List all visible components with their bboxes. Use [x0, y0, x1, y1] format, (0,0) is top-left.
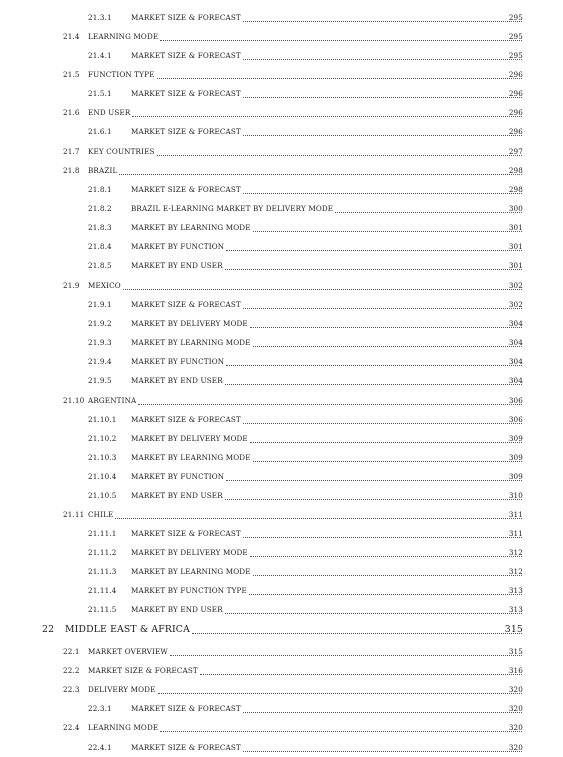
- toc-entry[interactable]: [0, 11, 563, 25]
- toc-entry-title: END USER: [88, 108, 131, 117]
- dot-leader: [119, 173, 522, 175]
- toc-entry-title-wrap: [131, 432, 523, 446]
- toc-entry-page-number: 300: [508, 204, 523, 213]
- dot-leader: [123, 288, 522, 290]
- dot-leader: [225, 383, 522, 385]
- toc-entry-title: MARKET SIZE & FORECAST: [131, 89, 241, 98]
- toc-entry-title-wrap: [88, 279, 523, 293]
- toc-entry-title-wrap: [88, 721, 523, 735]
- toc-entry-page-number: 301: [508, 242, 523, 251]
- toc-entry-title-wrap: [88, 106, 523, 120]
- toc-entry-number: 21.5.1: [88, 89, 112, 98]
- toc-entry-page-number: 316: [508, 666, 523, 675]
- toc-entry-title: MARKET BY DELIVERY MODE: [131, 434, 248, 443]
- toc-entry-number: 21.8.2: [88, 204, 112, 213]
- toc-entry-page-number: 313: [508, 586, 523, 595]
- toc-entry-page-number: 320: [508, 743, 523, 752]
- dot-leader: [192, 632, 522, 634]
- toc-entry-page-number: 312: [508, 567, 523, 576]
- toc-entry-number: 21.10.3: [88, 453, 117, 462]
- toc-entry-page-number: 295: [508, 51, 523, 60]
- toc-entry[interactable]: [0, 432, 563, 446]
- toc-entry-title: MARKET BY END USER: [131, 491, 223, 500]
- toc-entry-title-wrap: [88, 164, 523, 178]
- dot-leader: [243, 307, 522, 309]
- dot-leader: [115, 517, 522, 519]
- toc-entry-title-wrap: [131, 413, 523, 427]
- toc-entry-title: MARKET BY END USER: [131, 605, 223, 614]
- toc-entry-title-wrap: [131, 125, 523, 139]
- dot-leader: [243, 58, 522, 60]
- dot-leader: [253, 460, 522, 462]
- dot-leader: [170, 654, 522, 656]
- toc-entry[interactable]: [0, 164, 563, 178]
- dot-leader: [243, 422, 522, 424]
- toc-entry-page-number: 296: [508, 89, 523, 98]
- toc-entry-number: 21.8: [63, 166, 80, 175]
- dot-leader: [243, 536, 522, 538]
- toc-entry-number: 21.11.2: [88, 548, 117, 557]
- toc-entry-number: 21.5: [63, 70, 80, 79]
- toc-entry-title: LEARNING MODE: [88, 32, 159, 41]
- toc-entry-page-number: 315: [508, 647, 523, 656]
- toc-entry-title: KEY COUNTRIES: [88, 147, 155, 156]
- dot-leader: [160, 39, 522, 41]
- toc-entry-title-wrap: [131, 87, 523, 101]
- toc-entry-number: 22.1: [63, 647, 80, 656]
- toc-entry-title: MIDDLE EAST & AFRICA: [65, 624, 190, 635]
- toc-entry-page-number: 297: [508, 147, 523, 156]
- toc-entry[interactable]: [0, 336, 563, 350]
- toc-entry[interactable]: [0, 125, 563, 139]
- toc-entry-number: 21.11.5: [88, 605, 117, 614]
- toc-entry[interactable]: [0, 508, 563, 522]
- toc-entry[interactable]: [0, 355, 563, 369]
- toc-entry-title-wrap: [88, 394, 523, 408]
- toc-entry-title-wrap: [131, 355, 523, 369]
- toc-entry-title: MARKET SIZE & FORECAST: [131, 529, 241, 538]
- toc-entry-page-number: 311: [508, 529, 523, 538]
- toc-entry-number: 22.2: [63, 666, 80, 675]
- toc-entry[interactable]: [0, 451, 563, 465]
- toc-entry-page-number: 320: [508, 723, 523, 732]
- toc-entry-title: MARKET OVERVIEW: [88, 647, 168, 656]
- toc-entry-title-wrap: [131, 584, 523, 598]
- toc-entry[interactable]: [0, 622, 563, 638]
- toc-entry-number: 21.8.4: [88, 242, 112, 251]
- toc-entry-page-number: 309: [508, 453, 523, 462]
- toc-entry-page-number: 312: [508, 548, 523, 557]
- toc-entry[interactable]: [0, 87, 563, 101]
- toc-entry-number: 21.11.1: [88, 529, 117, 538]
- dot-leader: [250, 441, 522, 443]
- toc-entry-number: 21.6.1: [88, 127, 112, 136]
- toc-entry-title: MARKET BY FUNCTION: [131, 472, 225, 481]
- toc-entry-title-wrap: [88, 664, 523, 678]
- toc-entry-title: MARKET SIZE & FORECAST: [131, 127, 241, 136]
- toc-entry-title-wrap: [131, 202, 523, 216]
- toc-entry[interactable]: [0, 374, 563, 388]
- toc-entry[interactable]: [0, 106, 563, 120]
- toc-entry-title-wrap: [88, 30, 523, 44]
- toc-entry[interactable]: [0, 240, 563, 254]
- toc-entry-title-wrap: [131, 11, 523, 25]
- dot-leader: [226, 479, 522, 481]
- toc-entry-title: MARKET BY FUNCTION: [131, 357, 225, 366]
- toc-entry-title: MARKET BY END USER: [131, 261, 223, 270]
- toc-entry-title: MARKET BY LEARNING MODE: [131, 223, 251, 232]
- toc-entry[interactable]: [0, 68, 563, 82]
- dot-leader: [157, 154, 522, 156]
- toc-entry-number: 21.10.4: [88, 472, 117, 481]
- toc-entry-title: MARKET BY DELIVERY MODE: [131, 319, 248, 328]
- toc-entry-number: 21.4: [63, 32, 80, 41]
- toc-entry-number: 21.9.2: [88, 319, 112, 328]
- toc-entry[interactable]: [0, 30, 563, 44]
- toc-entry-page-number: 301: [508, 261, 523, 270]
- dot-leader: [225, 268, 522, 270]
- toc-entry-title: MARKET SIZE & FORECAST: [131, 415, 241, 424]
- dot-leader: [138, 403, 522, 405]
- toc-entry-title: CHILE: [88, 510, 114, 519]
- dot-leader: [157, 77, 522, 79]
- toc-entry-title: MARKET SIZE & FORECAST: [131, 51, 241, 60]
- toc-entry-page-number: 304: [508, 338, 523, 347]
- toc-entry-number: 22: [42, 624, 55, 635]
- toc-entry-title: MARKET BY LEARNING MODE: [131, 567, 251, 576]
- toc-entry-number: 21.8.3: [88, 223, 112, 232]
- toc-entry-title-wrap: [131, 489, 523, 503]
- toc-entry-number: 21.10: [63, 396, 85, 405]
- toc-entry-page-number: 311: [508, 510, 523, 519]
- toc-entry[interactable]: [0, 527, 563, 541]
- toc-entry[interactable]: [0, 202, 563, 216]
- toc-entry-page-number: 301: [508, 223, 523, 232]
- dot-leader: [226, 249, 522, 251]
- toc-entry-number: 21.8.5: [88, 261, 112, 270]
- toc-entry-number: 21.9.1: [88, 300, 112, 309]
- toc-entry-title-wrap: [131, 49, 523, 63]
- toc-entry-title: MARKET BY LEARNING MODE: [131, 338, 251, 347]
- toc-entry-title-wrap: [131, 374, 523, 388]
- toc-entry-number: 21.11.3: [88, 567, 117, 576]
- dot-leader: [200, 673, 522, 675]
- toc-entry[interactable]: [0, 645, 563, 659]
- toc-entry[interactable]: [0, 221, 563, 235]
- toc-entry-page-number: 295: [508, 13, 523, 22]
- toc-entry-number: 21.9.5: [88, 376, 112, 385]
- toc-entry[interactable]: [0, 546, 563, 560]
- toc-entry-page-number: 304: [508, 319, 523, 328]
- toc-entry[interactable]: [0, 49, 563, 63]
- toc-entry-title: BRAZIL E-LEARNING MARKET BY DELIVERY MODE: [131, 204, 334, 213]
- toc-entry-title-wrap: [131, 317, 523, 331]
- toc-entry-number: 21.9.4: [88, 357, 112, 366]
- toc-entry-title: MARKET BY LEARNING MODE: [131, 453, 251, 462]
- toc-entry-page-number: 306: [508, 415, 523, 424]
- toc-entry-page-number: 296: [508, 127, 523, 136]
- toc-entry-title-wrap: [131, 741, 523, 755]
- toc-entry-page-number: 296: [508, 108, 523, 117]
- toc-entry-number: 21.10.1: [88, 415, 117, 424]
- toc-entry[interactable]: [0, 584, 563, 598]
- toc-entry-title: MARKET SIZE & FORECAST: [131, 185, 241, 194]
- toc-entry-number: 22.4: [63, 723, 80, 732]
- toc-entry-page-number: 320: [508, 704, 523, 713]
- toc-entry-page-number: 315: [504, 624, 523, 635]
- toc-entry-page-number: 320: [508, 685, 523, 694]
- toc-entry-title-wrap: [88, 508, 523, 522]
- toc-entry[interactable]: [0, 489, 563, 503]
- toc-entry-page-number: 304: [508, 357, 523, 366]
- toc-entry-number: 21.10.5: [88, 491, 117, 500]
- toc-entry-number: 22.3.1: [88, 704, 112, 713]
- toc-entry-title: ARGENTINA: [88, 396, 137, 405]
- toc-entry-title-wrap: [131, 470, 523, 484]
- toc-entry-title-wrap: [131, 603, 523, 617]
- toc-entry-title: MEXICO: [88, 281, 121, 290]
- toc-entry-number: 21.9.3: [88, 338, 112, 347]
- toc-entry-title-wrap: [131, 451, 523, 465]
- dot-leader: [243, 750, 522, 752]
- toc-entry[interactable]: [0, 664, 563, 678]
- toc-entry-title: MARKET SIZE & FORECAST: [131, 300, 241, 309]
- toc-entry-title-wrap: [131, 546, 523, 560]
- dot-leader: [225, 498, 522, 500]
- toc-entry-page-number: 313: [508, 605, 523, 614]
- toc-entry-title: BRAZIL: [88, 166, 118, 175]
- toc-entry-page-number: 309: [508, 434, 523, 443]
- toc-entry-page-number: 309: [508, 472, 523, 481]
- toc-entry-title: LEARNING MODE: [88, 723, 159, 732]
- toc-entry-title-wrap: [131, 336, 523, 350]
- toc-entry[interactable]: [0, 259, 563, 273]
- dot-leader: [243, 20, 522, 22]
- toc-entry-title-wrap: [88, 683, 523, 697]
- toc-entry-title: MARKET BY FUNCTION TYPE: [131, 586, 247, 595]
- dot-leader: [243, 134, 522, 136]
- toc-entry[interactable]: [0, 279, 563, 293]
- dot-leader: [226, 364, 522, 366]
- toc-entry[interactable]: [0, 721, 563, 735]
- toc-entry-number: 21.7: [63, 147, 80, 156]
- toc-entry-page-number: 302: [508, 300, 523, 309]
- toc-entry-number: 22.4.1: [88, 743, 112, 752]
- toc-entry-number: 21.9: [63, 281, 80, 290]
- dot-leader: [243, 192, 522, 194]
- toc-entry[interactable]: [0, 683, 563, 697]
- dot-leader: [243, 96, 522, 98]
- toc-entry-page-number: 298: [508, 185, 523, 194]
- toc-entry[interactable]: [0, 565, 563, 579]
- toc-entry-number: 21.11.4: [88, 586, 117, 595]
- toc-entry-title-wrap: [131, 221, 523, 235]
- dot-leader: [249, 593, 522, 595]
- dot-leader: [253, 574, 522, 576]
- dot-leader: [132, 115, 522, 117]
- toc-entry-page-number: 296: [508, 70, 523, 79]
- dot-leader: [335, 211, 522, 213]
- toc-entry-title-wrap: [131, 183, 523, 197]
- toc-entry-title: FUNCTION TYPE: [88, 70, 155, 79]
- dot-leader: [250, 555, 522, 557]
- toc-entry-title-wrap: [131, 527, 523, 541]
- toc-entry[interactable]: [0, 702, 563, 716]
- dot-leader: [225, 612, 522, 614]
- toc-entry-title: MARKET SIZE & FORECAST: [131, 13, 241, 22]
- toc-entry-title-wrap: [131, 565, 523, 579]
- toc-entry[interactable]: [0, 317, 563, 331]
- toc-entry-title: MARKET BY DELIVERY MODE: [131, 548, 248, 557]
- toc-entry-title: MARKET BY FUNCTION: [131, 242, 225, 251]
- toc-entry-page-number: 306: [508, 396, 523, 405]
- toc-entry-number: 21.10.2: [88, 434, 117, 443]
- toc-entry-number: 22.3: [63, 685, 80, 694]
- dot-leader: [253, 345, 522, 347]
- toc-entry-title: MARKET SIZE & FORECAST: [131, 704, 241, 713]
- toc-entry-page-number: 298: [508, 166, 523, 175]
- dot-leader: [160, 730, 522, 732]
- toc-entry-number: 21.11: [63, 510, 85, 519]
- toc-entry-number: 21.4.1: [88, 51, 112, 60]
- toc-entry[interactable]: [0, 183, 563, 197]
- toc-entry[interactable]: [0, 298, 563, 312]
- toc-entry-title-wrap: [131, 702, 523, 716]
- toc-entry-number: 21.6: [63, 108, 80, 117]
- toc-entry-title-wrap: [131, 240, 523, 254]
- dot-leader: [243, 711, 522, 713]
- toc-entry-title: MARKET SIZE & FORECAST: [88, 666, 198, 675]
- toc-entry[interactable]: [0, 413, 563, 427]
- toc-entry-title: DELIVERY MODE: [88, 685, 156, 694]
- dot-leader: [253, 230, 522, 232]
- toc-entry-page-number: 295: [508, 32, 523, 41]
- toc-entry-title: MARKET BY END USER: [131, 376, 223, 385]
- dot-leader: [250, 326, 522, 328]
- toc-entry-title-wrap: [65, 622, 523, 638]
- toc-entry-title-wrap: [88, 145, 523, 159]
- toc-entry-title: MARKET SIZE & FORECAST: [131, 743, 241, 752]
- toc-entry-title-wrap: [88, 645, 523, 659]
- toc-entry[interactable]: [0, 470, 563, 484]
- toc-entry-page-number: 304: [508, 376, 523, 385]
- toc-entry-page-number: 302: [508, 281, 523, 290]
- toc-entry[interactable]: [0, 603, 563, 617]
- toc-entry-number: 21.3.1: [88, 13, 112, 22]
- toc-entry[interactable]: [0, 741, 563, 755]
- toc-entry-title-wrap: [131, 298, 523, 312]
- toc-entry[interactable]: [0, 145, 563, 159]
- toc-entry-title-wrap: [131, 259, 523, 273]
- dot-leader: [158, 692, 523, 694]
- toc-entry-page-number: 310: [508, 491, 523, 500]
- toc-entry-number: 21.8.1: [88, 185, 112, 194]
- toc-entry[interactable]: [0, 394, 563, 408]
- toc-entry-title-wrap: [88, 68, 523, 82]
